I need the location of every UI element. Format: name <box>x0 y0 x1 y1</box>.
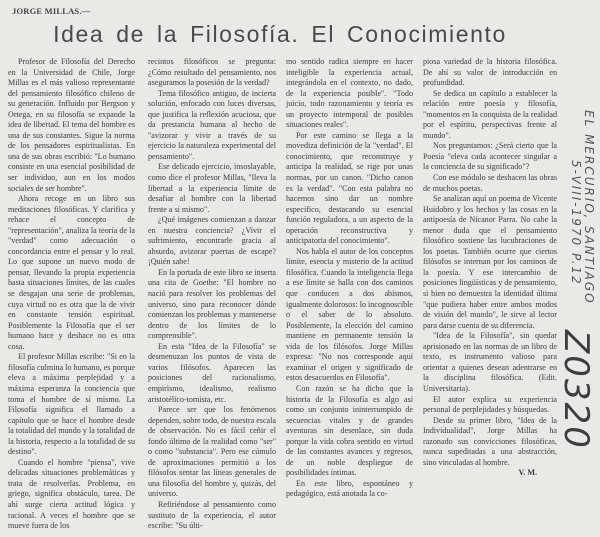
handwritten-archive-code: Z0320 <box>556 330 596 450</box>
paragraph: Se analizan aquí un poema de Vicente Huidobro y los hechos y las cosas en la antipoesía de Nicanor Parra. No cabe la menor duda que el pensamiento filosófico sostiene las lucubraciones de los poetas. También ocurre que ciertos filósofos se internan por los caminos de la poesía. Y ese intercambio de posiciones lingüísticas y de pensamiento, si bien no demuestra la identidad última "que pudiera haber entre ambos modos de visión del mundo", le sirve al lector para darse cuenta de su diferencia. <box>423 194 557 330</box>
paragraph: Profesor de Filosofía del Derecho en la Universidad de Chile, Jorge Millas es el más valioso representante del pensamiento filosófico chileno de su generación. Influido por Bergson y Ortega, en su filosofía se expande la idea de libertad. El tema del hombre es una de sus constantes. Sigue la norma de los pensadores espiritualistas. En una de sus obras escribió: "Lo humano consiste en una esencial posibilidad de ser individuo, aun en los modos sociales de ser hombre". <box>8 57 135 193</box>
article-column-1 <box>8 57 135 532</box>
paragraph: Desde su primer libro, "Idea de la Individualidad", Jorge Millas ha razonado sus convicciones filosóficas, nunca supeditadas a una abstracción, sino vinculadas al hombre. <box>423 415 557 467</box>
paragraph: Nos preguntamos: ¿Será cierto que la Poesía "eleva cada acontecer singular a la conciencia de su significado"? <box>423 141 557 172</box>
paragraph: mo sentido radica siempre en hacer inteligible la experiencia actual, integrándola en el contexto, no dado, de la experiencia posible". "Todo juicio, todo razonamiento y teoría es un proyecto intemporal de posibles situaciones reales". <box>286 57 413 130</box>
paragraph: ¿Qué imágenes comienzan a danzar en nuestra conciencia? ¿Vivir el sufrimiento, encontrarle gracia al absurdo, avizorar puertas de escape? ¡Quién sabe! <box>148 215 276 267</box>
article-column-3 <box>286 57 413 500</box>
handwritten-source-note: EL MERCURIO, SANTIAGO <box>582 110 596 305</box>
article-title: Idea de la Filosofía. El Conocimiento <box>53 21 507 47</box>
paragraph: Parece ser que los fenómenos dependen, sobre todo, de nuestra escala de observación. No es fácil ceñir el fondo último de la realidad como "ser" o como "substancia". Pero ese cúmulo de aproximaciones permitió a los filósofos sentar las líneas generales de una filosofía del hombre y, quizás, del universo. <box>148 405 276 499</box>
paragraph: Se dedica un capítulo a establecer la relación entre poesía y filosofía, "momentos en la conquista de la realidad por el espíritu, perspectivas frente al mundo". <box>423 88 557 140</box>
paragraph: Cuando el hombre "piensa", vive delicadas situaciones problemáticas y trata de resolverlas. Problema, en griego, significa obstáculo, tarea. De ahí surge cierta actitud lógica y racional. A veces el hombre que se mueve fuera de los <box>8 457 135 531</box>
paragraph: Ahora recoge en un libro sus meditaciones filosóficas. Y clarifica y rehace el concepto de "representación", analiza la teoría de la "verdad" como adecuación o concordancia entre el pensar y lo real. Lo que supone un nuevo modo de pensar, llevando la propia experiencia hasta situaciones límites, de las cuales se desgajan una serie de problemas, cuya virtud no es otra que la de vivir en constante tensión espiritual. Posiblemente la Filosofía que el ser humano hace y deshace no es otra cosa. <box>8 194 135 351</box>
paragraph: Por este camino se llega a la movediza definición de la "verdad". El conocimiento, que reconstruye y anticipa la realidad, se rige por unas normas, por un canon. "Dicho canon es la verdad". "Con esta palabra no hacemos sino dar un nombre específico, destacando su esencial función reguladora, a un aspecto de la operación reconstructiva y anticipatoria del conocimiento". <box>286 130 413 246</box>
paragraph: El autor explica su experiencia personal de perplejidades y búsquedas. <box>423 394 557 415</box>
author-signature: V. M. <box>518 468 537 478</box>
handwritten-date-note: 5-VIII-1970 P.12 <box>569 160 583 286</box>
article-column-2 <box>148 57 276 532</box>
paragraph: En esta "Idea de la Filosofía" se desmenuzan los puntos de vista de varios filósofos. Aparecen las posiciones del racionalismo, empirismo, idealismo, realismo aristotélico-tomista, etc. <box>148 341 276 404</box>
paragraph: En la portada de este libro se inserta una cita de Goethe: "El hombre no nació para resolver los problemas del universo, sino para reconocer dónde comienzan los problemas y mantenerse dentro de los límites de lo comprensible". <box>148 267 276 341</box>
article-column-4 <box>423 57 557 479</box>
paragraph: "Idea de la Filosofía", sin quedar aprisionado en las normas de un libro de texto, es instrumento valioso para orientar a quienes desean adentrarse en la disciplina filosófica. (Edit. Universitaria). <box>423 331 557 393</box>
paragraph: En este libro, espontáneo y pedagógico, está anotada la co- <box>286 478 413 499</box>
paragraph: recintos filosóficos se pregunta: ¿Cómo resultado del pensamiento, nos aseguramos la posesión de la verdad? <box>148 57 276 88</box>
paragraph: Con razón se ha dicho que la historia de la Filosofía es algo así como un conjunto ininterrumpido de secuencias vitales y de grandes aventuras sin desenlace, sin duda porque la vida cobra sentido en virtud de las constantes avances y regresos, de un noble despliegue de posibilidades íntimas. <box>286 383 413 478</box>
paragraph: Refiriéndose al pensamiento como sustituto de la experiencia, el autor escribe: "Su últi- <box>148 499 276 531</box>
author-byline: JORGE MILLAS.— <box>12 6 91 16</box>
paragraph: piosa variedad de la historia filosófica. De ahí su valor de introducción en profundidad. <box>423 57 557 88</box>
paragraph: Con ese módulo se deshacen las obras de muchos poetas. <box>423 173 557 193</box>
paragraph: Tema filosófico antiguo, de incierta solución, enfocado con luces diversas, que justifica la reflexión acuciosa, que da prestancia humana al hecho de "avizorar y vivir a través de su ejercicio la naturaleza experimental del pensamiento". <box>148 88 276 161</box>
paragraph: Ese delicado ejercicio, insoslayable, como dice el profesor Millas, "lleva la libertad a la experiencia límite de desafiar al hombre con la libertad frente a sí mismo". <box>148 162 276 214</box>
paragraph: El profesor Millas escribe: "Si en la filosofía culmina lo humano, es porque eleva a máxima perplejidad y a máxima esperanza la conciencia que toma el hombre de sí mismo. La Filosofía significa el llamado a capítulo que se hace el hombre desde la totalidad del mundo y la totalidad de la historia, respecto a la totalidad de su destino". <box>8 352 135 457</box>
paragraph: Nos habla el autor de los conceptos límite, esencia y misterio de la actitud filosófica. Cuando la inteligencia llega a ese límite se halla con dos caminos que conducen a dos abismos, igualmente dolorosos: lo incognoscible o el saber de lo absoluto. Posiblemente, la elección del camino mantiene en permanente tensión la vida de los filósofos. Jorge Millas expresa: "No nos corresponde aquí examinar el origen y significado de estos desacuerdos en Filosofía". <box>286 246 414 383</box>
